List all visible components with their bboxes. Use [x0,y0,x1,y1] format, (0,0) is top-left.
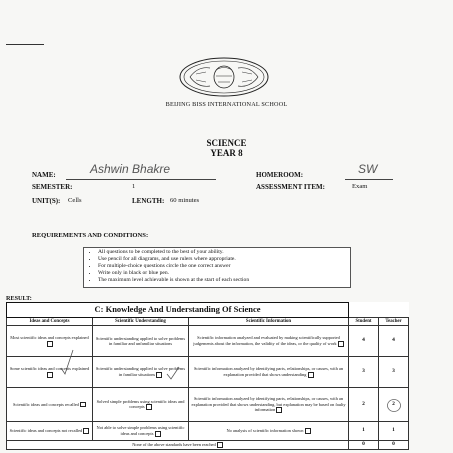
checkbox[interactable] [146,404,152,410]
checkbox[interactable] [80,402,86,408]
criterion-cell [93,326,189,357]
checkbox[interactable] [338,341,344,347]
student-score: 2 [349,388,379,422]
units-label: UNIT(S): [32,197,61,205]
hand-drawn-checkmark-icon [166,366,180,380]
student-score: 4 [349,326,379,357]
criterion-text: Scientific information analyzed by identifying parts, relationships, or causes, with an explanation provided that shows understanding, but explanation may be based on faulty information [191,396,346,412]
top-dash-mark [6,44,44,45]
header-student: Student [349,318,379,326]
semester-label: SEMESTER: [32,183,73,191]
name-label: NAME: [32,171,56,179]
teacher-score-circled [392,402,395,407]
units-value: Cells [68,197,82,204]
school-name: BEIJING BISS INTERNATIONAL SCHOOL [165,101,288,108]
checkbox[interactable] [217,442,223,448]
name-underline [66,179,216,180]
condition-item: • For multiple-choice questions circle the one correct answer [98,263,350,270]
requirements-heading: REQUIREMENTS AND CONDITIONS: [32,232,149,239]
criterion-text: Scientific information analyzed and evaluated by making scientifically supported judgements about the information, the validity of the ideas, or the quality of work [193,335,340,346]
rubric-table [6,302,409,450]
teacher-score: 4 [379,326,409,357]
none-reached-cell [7,441,349,450]
criterion-text: Scientific ideas and concepts recalled [13,401,79,407]
criterion-cell [189,326,349,357]
header-understanding: Scientific Understanding [93,318,189,326]
criterion-cell [93,422,189,441]
criterion-text: Not able to solve simple problems using scientific ideas and concepts [96,425,185,436]
checkbox[interactable] [305,428,311,434]
table-row [7,388,409,422]
checkbox[interactable] [47,341,53,347]
criterion-text: Scientific ideas and concepts not recalled [9,428,83,434]
header-teacher: Teacher [379,318,409,326]
condition-item: • Use pencil for all diagrams, and use rulers where appropriate. [98,256,350,263]
student-score: 3 [349,357,379,388]
subject-title: SCIENCE [206,138,247,148]
assessment-item-label: ASSESSMENT ITEM: [256,183,325,191]
criterion-cell [93,388,189,422]
criterion-cell [189,388,349,422]
year-level: YEAR 8 [210,148,243,158]
checkbox[interactable] [155,431,161,437]
name-value: Ashwin Bhakre [90,162,171,176]
checkbox[interactable] [47,372,53,378]
school-crest-icon [178,56,270,98]
hand-drawn-checkmark-icon [60,348,74,376]
header-information: Scientific Information [189,318,349,326]
criterion-text: None of the above standards have been reached [132,442,216,448]
criterion-cell [7,422,93,441]
conditions-box [83,247,351,288]
criterion-text: Scientific information analyzed by identifying parts, relationships, or causes, with an explanation provided that shows understanding [193,366,344,377]
conditions-list [84,248,350,284]
criterion-text: Most scientific ideas and concepts explained [10,335,89,341]
homeroom-label: HOMEROOM: [256,171,304,179]
student-score: 0 [349,441,379,450]
homeroom-underline [345,179,393,180]
checkbox[interactable] [83,428,89,434]
hand-drawn-circle-icon [386,398,402,413]
criterion-text: Scientific understanding applied to solve problems in familiar and unfamiliar situations [95,335,186,346]
teacher-score: 3 [379,357,409,388]
condition-item: • All questions to be completed to the best of your ability. [98,249,350,256]
checkbox[interactable] [308,372,314,378]
teacher-score: 0 [379,441,409,450]
teacher-score: 1 [379,422,409,441]
rubric-title: C: Knowledge And Understanding Of Science [7,303,349,318]
assessment-item-value: Exam [352,183,368,190]
student-score: 1 [349,422,379,441]
checkbox[interactable] [276,407,282,413]
criterion-cell [189,422,349,441]
homeroom-value: SW [358,162,378,176]
criterion-cell [7,357,93,388]
criterion-text: Scientific understanding applied to solve problems in familiar situations [95,366,186,377]
criterion-cell [7,326,93,357]
condition-item: • The maximum level achievable is shown at the start of each section [98,277,350,284]
table-row [7,441,409,450]
criterion-cell [7,388,93,422]
criterion-text: Some scientific ideas and concepts explained [9,366,90,372]
result-heading: RESULT: [6,295,32,302]
document-heading [0,138,453,158]
teacher-score-value: 2 [392,400,395,407]
teacher-score [379,388,409,422]
criterion-text: Solved simple problems using scientific ideas and concepts [96,398,185,410]
semester-value: 1 [132,183,136,190]
condition-item: • Write only in black or blue pen. [98,270,350,277]
header-ideas: Ideas and Concepts [7,318,93,326]
length-label: LENGTH: [132,197,165,205]
checkbox[interactable] [156,372,162,378]
table-row [7,422,409,441]
criterion-text: No analysis of scientific information shown [226,428,304,434]
criterion-cell [189,357,349,388]
length-value: 60 minutes [170,197,200,204]
